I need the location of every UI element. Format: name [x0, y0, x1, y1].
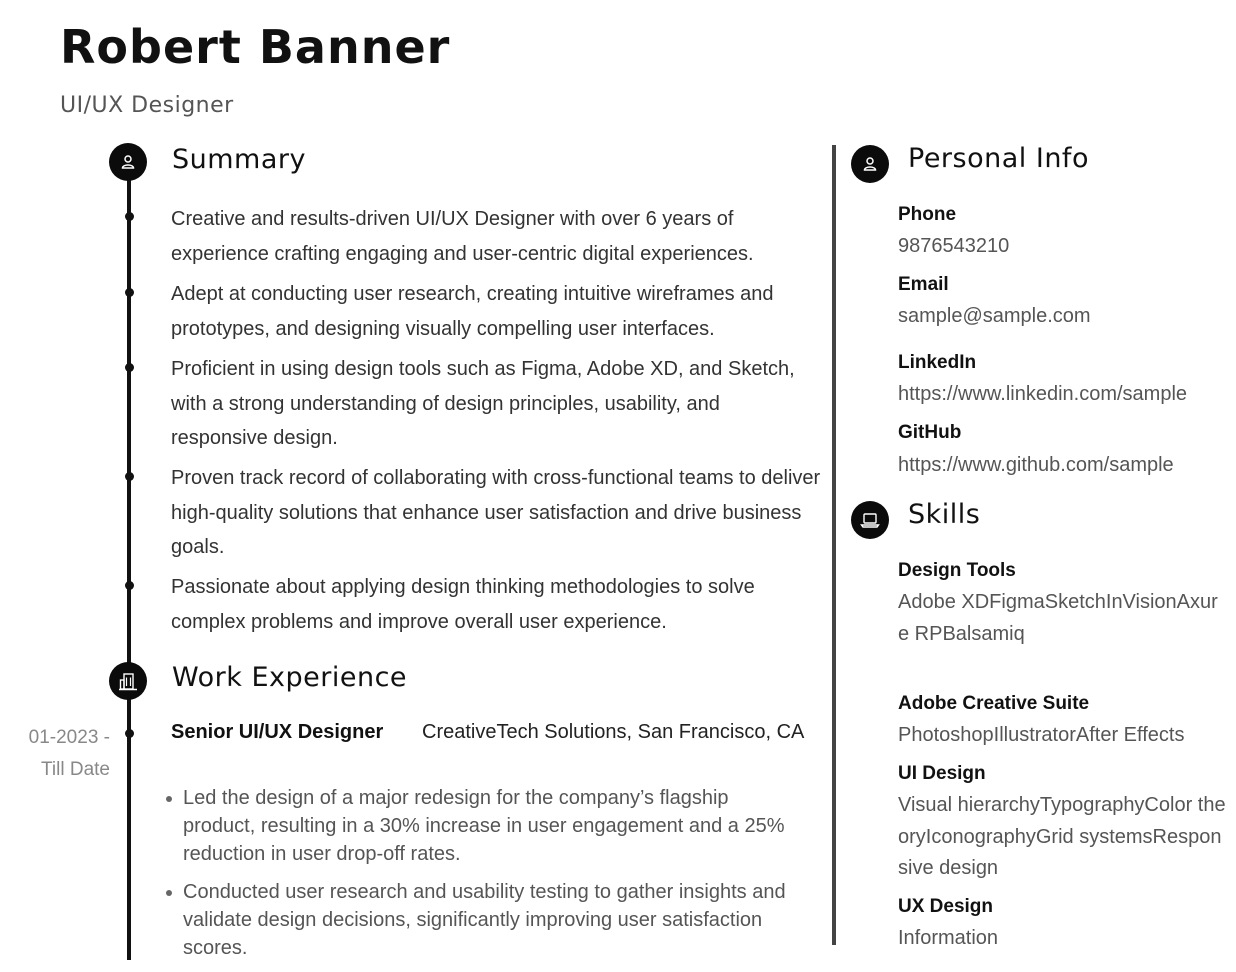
building-icon — [109, 662, 147, 700]
email-value[interactable]: sample@sample.com — [898, 305, 1091, 327]
personal-info-title: Personal Info — [908, 143, 1089, 174]
skill-group-label: Design Tools — [898, 560, 1016, 581]
job-bullet: Led the design of a major redesign for the company’s flagship product, resulting in a 30% increase in user engagement and a 25% reduction in user drop-off rates. — [163, 784, 803, 868]
summary-item: Proficient in using design tools such as Figma, Adobe XD, and Sketch, with a strong understanding of design principles, usability, and responsive design. — [171, 358, 795, 449]
skill-group-label: UI Design — [898, 763, 986, 784]
job-date-start: 01-2023 - — [28, 727, 110, 748]
timeline-dot — [125, 472, 134, 481]
timeline-dot — [125, 581, 134, 590]
job-title: Senior UI/UX Designer — [171, 721, 384, 743]
job-date — [18, 722, 110, 786]
summary-item: Passionate about applying design thinking methodologies to solve complex problems and improve overall user experience. — [171, 576, 755, 633]
laptop-icon — [851, 501, 889, 539]
summary-item: Proven track record of collaborating with cross-functional teams to deliver high-quality solutions that enhance user satisfaction and drive business goals. — [171, 467, 821, 558]
linkedin-link[interactable]: https://www.linkedin.com/sample — [898, 383, 1188, 405]
resume-role: UI/UX Designer — [60, 93, 234, 118]
github-label: GitHub — [898, 422, 962, 443]
column-divider — [832, 145, 836, 945]
phone-value: 9876543210 — [898, 235, 1010, 257]
skill-group-value: PhotoshopIllustratorAfter Effects — [898, 724, 1185, 746]
skills-title: Skills — [908, 499, 981, 530]
timeline-line — [127, 160, 131, 960]
skill-group-value: Visual hierarchyTypographyColor theoryIconographyGrid systemsResponsive design — [898, 794, 1226, 879]
summary-item: Adept at conducting user research, creating intuitive wireframes and prototypes, and designing visually compelling user interfaces. — [171, 283, 774, 340]
github-link[interactable]: https://www.github.com/sample — [898, 454, 1174, 476]
linkedin-label: LinkedIn — [898, 352, 977, 373]
timeline-dot — [125, 729, 134, 738]
resume-name: Robert Banner — [60, 20, 451, 74]
timeline-dot — [125, 363, 134, 372]
job-date-end: Till Date — [41, 759, 110, 780]
person-icon — [851, 145, 889, 183]
skill-group-value: Information — [898, 927, 999, 949]
timeline-dot — [125, 288, 134, 297]
summary-item: Creative and results-driven UI/UX Designer with over 6 years of experience crafting engaging and user-centric digital experiences. — [171, 208, 754, 265]
person-icon — [109, 143, 147, 181]
skill-group-label: UX Design — [898, 896, 994, 917]
skill-group-value: Adobe XDFigmaSketchInVisionAxure RPBalsamiq — [898, 591, 1218, 645]
job-bullet: Conducted user research and usability testing to gather insights and validate design decisions, significantly improving user satisfaction scores. — [163, 878, 803, 962]
job-company: CreativeTech Solutions, San Francisco, CA — [422, 721, 805, 743]
skill-group-label: Adobe Creative Suite — [898, 693, 1090, 714]
summary-title: Summary — [172, 144, 306, 175]
timeline-dot — [125, 212, 134, 221]
email-label: Email — [898, 274, 949, 295]
work-title: Work Experience — [172, 662, 408, 693]
phone-label: Phone — [898, 204, 957, 225]
